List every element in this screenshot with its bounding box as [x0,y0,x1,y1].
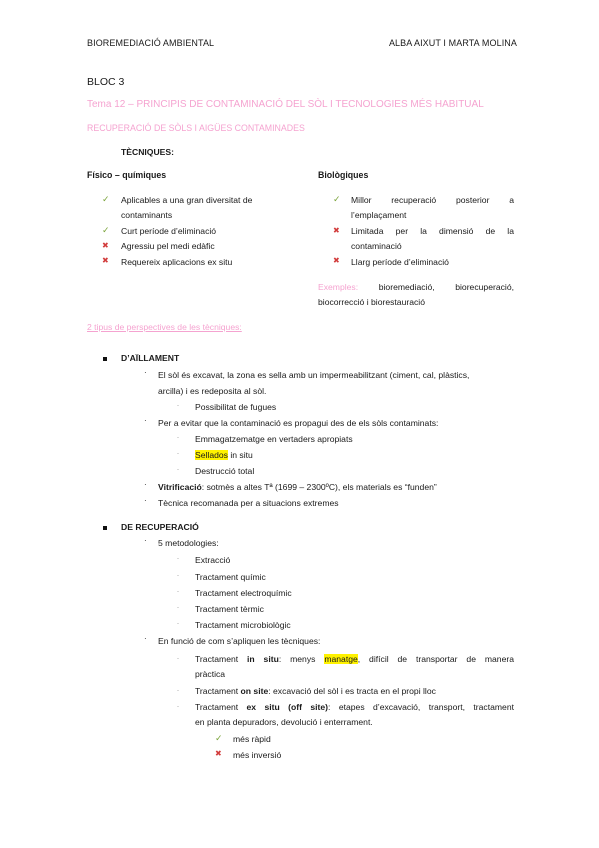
fisico-item-4: Requereix aplicacions ex situ [121,257,233,267]
onsite-term: on site [240,686,269,696]
fisico-item-3: Agressiu pel medi edàfic [121,241,215,251]
cross-icon: ✖ [333,256,340,265]
subtitle: RECUPERACIÓ DE SÒLS I AIGÜES CONTAMINADES [87,123,305,133]
perspectives-heading: 2 tipus de perspectives de les tècniques: [87,322,242,332]
exsitu-post: : etapes d’excavació, transport, tractament [328,702,514,712]
recuperacio-p1: 5 metodologies: [158,538,219,548]
recuperacio-p2: En funció de com s’apliquen les tècniques: [158,636,321,646]
aillament-p1-sub: Possibilitat de fugues [195,402,277,412]
bullet-dot-icon: · [144,496,147,505]
insitu-line1 [195,654,514,664]
bio-item-2-line2: contaminació [351,241,402,251]
bullet-dot-icon: · [144,368,147,377]
header-right: ALBA AIXUT I MARTA MOLINA [388,38,517,48]
exemples-line2: biocorrecció i biorestauració [318,297,425,307]
bio-item-2-line1: Limitada per la dimensió de la [351,226,514,236]
exsitu-term: ex situ (off site) [246,702,329,712]
cross-icon: ✖ [102,256,109,265]
onsite-pre: Tractament [195,686,241,696]
exsitu-line1 [195,702,514,712]
recuperacio-heading: DE RECUPERACIÓ [121,522,199,532]
dash-bullet-icon: · [177,573,179,579]
fisico-item-1-line2: contaminants [121,210,173,220]
insitu-mid: : menys [278,654,325,664]
exsitu-pre: Tractament [195,702,247,712]
aillament-p3-rest: : sotmès a altes Tª (1699 – 2300ºC), els materials es “funden” [201,482,437,492]
fisico-heading: Físico – químiques [87,170,167,180]
aillament-p2-sub3: Destrucció total [195,466,255,476]
metode-item: Extracció [195,555,231,565]
insitu-term: in situ [247,654,279,664]
check-icon: ✓ [333,194,341,204]
dash-bullet-icon: · [177,704,179,710]
bio-item-3: Llarg període d’eliminació [351,257,449,267]
exemples-line1 [318,282,514,292]
biologiques-heading: Biològiques [318,170,369,180]
aillament-heading: D’AÏLLAMENT [121,353,180,363]
aillament-p1-line2: arcilla) i es redeposita al sòl. [158,386,267,396]
tecniques-heading: TÈCNIQUES: [121,147,174,157]
square-bullet-icon [103,357,107,361]
dash-bullet-icon: · [177,467,179,473]
cross-icon: ✖ [333,226,340,235]
bio-item-1-line1: Millor recuperació posterior a [351,195,514,205]
aillament-p3 [158,482,437,492]
tema-title: Tema 12 – PRINCIPIS DE CONTAMINACIÓ DEL SÒL I TECNOLOGIES MÉS HABITUAL [87,99,484,110]
fisico-item-1-line1: Aplicables a una gran diversitat de [121,195,253,205]
metode-item: Tractament químic [195,572,266,582]
dash-bullet-icon: · [177,451,179,457]
onsite-line [195,686,436,696]
aillament-p1-line1: El sòl és excavat, la zona es sella amb un impermeabilitzant (ciment, cal, plàstics, [158,370,470,380]
exsitu-con: més inversió [233,750,282,760]
bio-item-2 [351,226,514,236]
highlight-manatge: manatge [324,654,358,664]
insitu-pre: Tractament [195,654,248,664]
check-icon: ✓ [215,733,223,743]
bloc-title: BLOC 3 [87,76,125,88]
metode-item: Tractament microbiològic [195,620,291,630]
fisico-item-1 [121,195,284,205]
dash-bullet-icon: · [177,656,179,662]
dash-bullet-icon: · [177,605,179,611]
metode-item: Tractament tèrmic [195,604,264,614]
highlight-sellados: Sellados [195,450,228,460]
bullet-dot-icon: · [144,480,147,489]
bullet-dot-icon: · [144,536,147,545]
dash-bullet-icon: · [177,403,179,409]
metode-item: Tractament electroquímic [195,588,292,598]
exsitu-line2: en planta depuradors, devolució i enterrament. [195,717,373,727]
dash-bullet-icon: · [177,621,179,627]
aillament-p2-sub1: Emmagatzematge en vertaders apropiats [195,434,353,444]
fisico-item-2: Curt període d’eliminació [121,226,217,236]
bullet-dot-icon: · [144,634,147,643]
dash-bullet-icon: · [177,435,179,441]
exsitu-pro: més ràpid [233,734,271,744]
aillament-p2: Per a evitar que la contaminació es propagui des de els sòls contaminats: [158,418,439,428]
bio-item-1-line2: l’emplaçament [351,210,407,220]
bio-item-1 [351,195,514,205]
dash-bullet-icon: · [177,556,179,562]
aillament-p4: Tècnica recomanada per a situacions extremes [158,498,339,508]
vitrificacio-term: Vitrificació [158,482,202,492]
square-bullet-icon [103,526,107,530]
aillament-p2-sub2-rest: in situ [227,450,253,460]
exemples-label: Exemples: [318,282,359,292]
dash-bullet-icon: · [177,688,179,694]
insitu-post: , difícil de transportar de manera [357,654,514,664]
cross-icon: ✖ [102,241,109,250]
exemples-text1: bioremediació, biorecuperació, [378,282,514,292]
aillament-p2-sub2 [195,450,253,460]
bullet-dot-icon: · [144,416,147,425]
dash-bullet-icon: · [177,589,179,595]
check-icon: ✓ [102,194,110,204]
onsite-post: : excavació del sòl i es tracta en el propi lloc [268,686,436,696]
cross-icon: ✖ [215,749,222,758]
check-icon: ✓ [102,225,110,235]
header-left: BIOREMEDIACIÓ AMBIENTAL [87,38,215,48]
insitu-line2: pràctica [195,669,226,679]
